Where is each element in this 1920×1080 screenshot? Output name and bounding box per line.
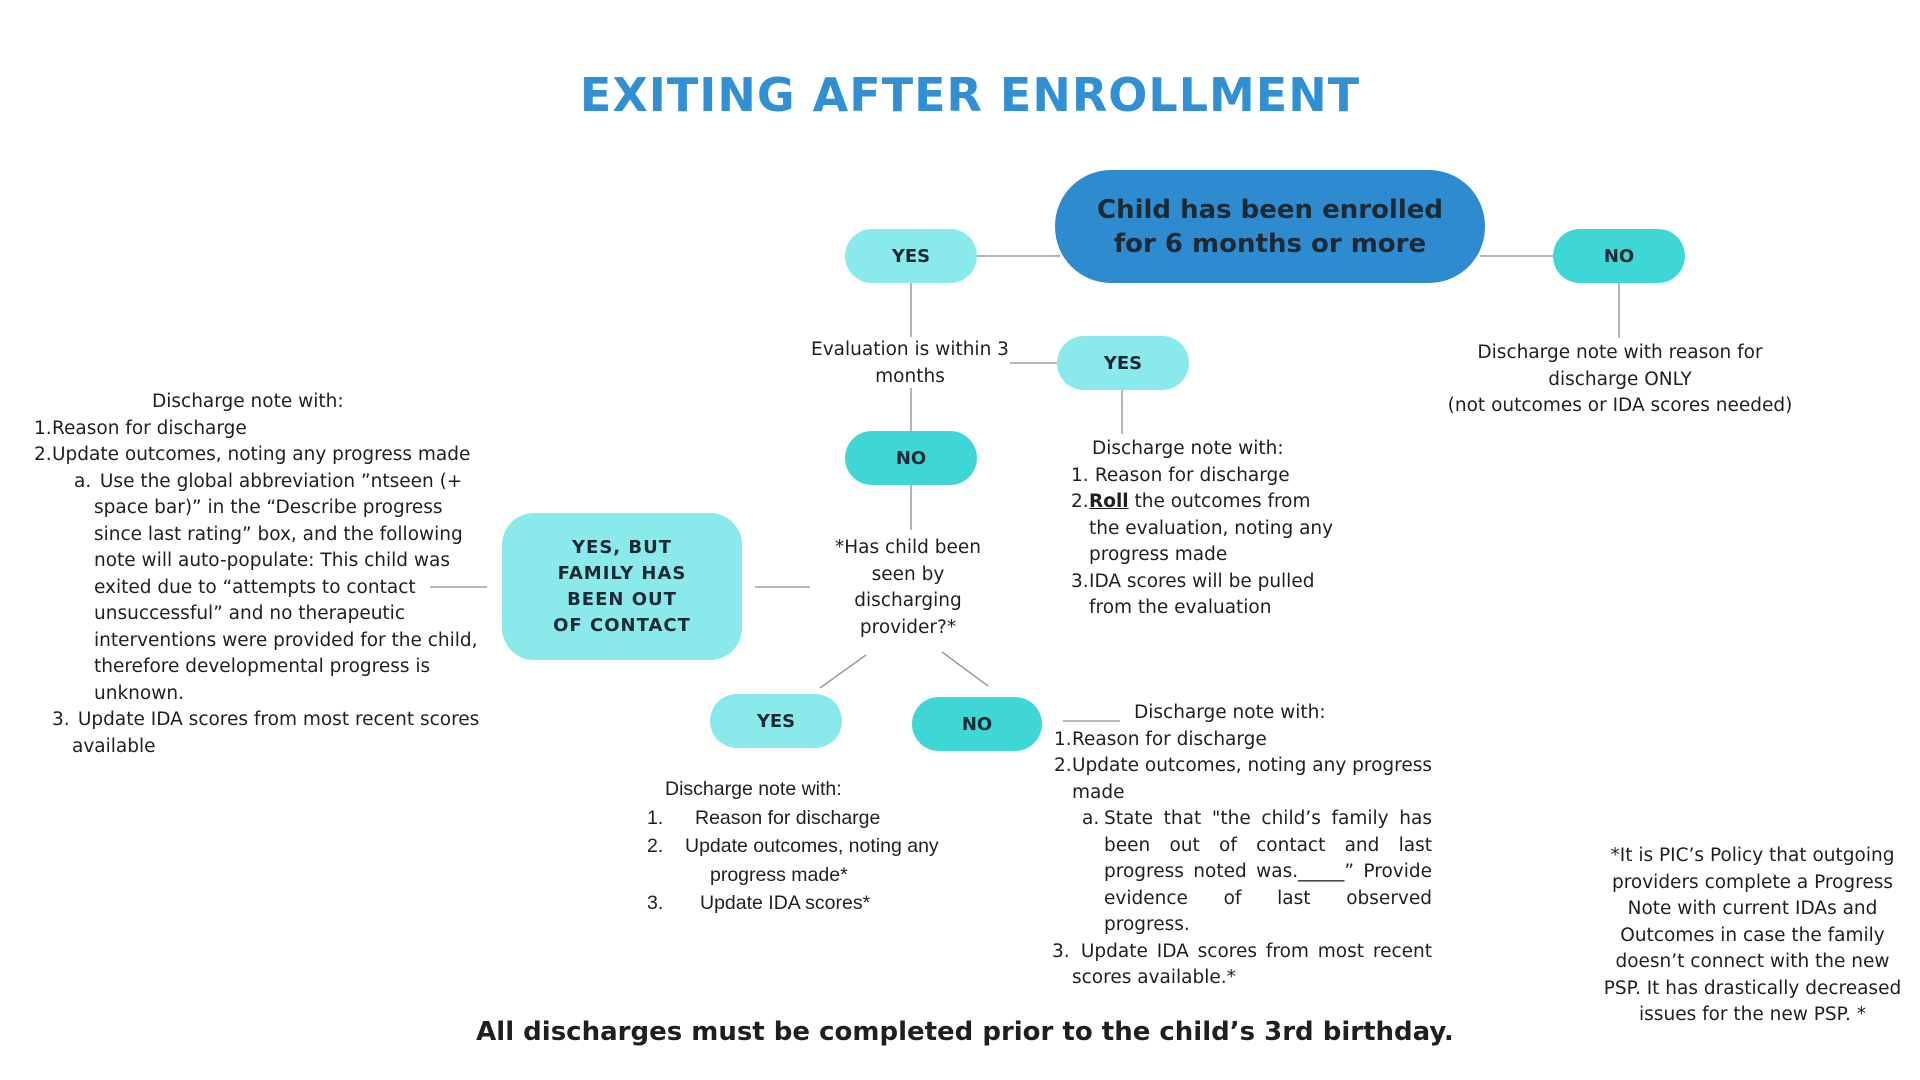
yes-bot-note [635, 775, 939, 918]
no-top-note-line2: discharge ONLY [1548, 368, 1692, 390]
no-top-note-line3: (not outcomes or IDA scores needed) [1447, 395, 1793, 416]
yes-top-node: YES [845, 229, 977, 283]
list-item: 1. Reason for discharge [1054, 728, 1267, 750]
list-item: 3. Update IDA scores from most recent scores available.* [1052, 940, 1432, 988]
yes-mid-note [1067, 436, 1342, 622]
connector-seen-no-bot [942, 652, 988, 686]
enrolled-6-months-node [1055, 170, 1485, 283]
list-item: a. State that "the child’s family has been out of contact and last progress noted was._____” Provide evidence of last observed progress. [1082, 808, 1432, 935]
yes-mid-note-heading: Discharge note with: [1092, 438, 1284, 459]
no-bot-node: NO [912, 697, 1042, 751]
list-item: 3. Update IDA scores from most recent scores available [52, 709, 480, 757]
no-bot-note-heading: Discharge note with: [1134, 702, 1326, 723]
no-top-note-line1: Discharge note with reason for [1477, 342, 1763, 363]
enrolled-6-months-label: Child has been enrolled for 6 months or more [1097, 194, 1443, 259]
list-item: 1. Reason for discharge [34, 417, 247, 439]
list-item: 2. Update outcomes, noting any progress made [34, 444, 471, 465]
no-bot-note [1052, 700, 1432, 992]
list-item: 1. Reason for discharge [647, 806, 881, 829]
no-top-note [1435, 340, 1805, 420]
list-item: 2. Update outcomes, noting any progress made* [647, 835, 939, 886]
connector-seen-yes-bot [820, 655, 866, 688]
family-out-of-contact-label: YES, BUT FAMILY HAS BEEN OUT OF CONTACT [553, 536, 691, 636]
list-item: 2. Roll the outcomes from the evaluation, noting any progress made [1071, 491, 1334, 565]
yes-mid-node: YES [1057, 336, 1189, 390]
footer-note: All discharges must be completed prior to the child’s 3rd birthday. [476, 1017, 1454, 1047]
no-top-node: NO [1553, 229, 1685, 283]
family-note-heading: Discharge note with: [152, 391, 344, 412]
seen-by-provider-question: *Has child been seen by discharging provider?* [834, 537, 982, 638]
list-item: a. Use the global abbreviation ”ntseen (+ space bar)” in the “Describe progress since last rating” box, and the following note will auto-populate: This child was exited due to “attempts to contact unsuccessful” and no therapeutic interventions were provided for the child, therefore developmental progress is unknown. [74, 470, 478, 704]
list-item: 3. Update IDA scores* [647, 892, 871, 914]
list-item: 1. Reason for discharge [1071, 464, 1290, 486]
list-item: 2. Update outcomes, noting any progress made [1054, 755, 1433, 803]
yes-bot-node: YES [710, 694, 842, 748]
list-item: 3. IDA scores will be pulled from the evaluation [1071, 570, 1315, 618]
policy-note: *It is PIC’s Policy that outgoing providers complete a Progress Note with current IDAs and Outcomes in case the family doesn’t connect with the new PSP. It has drastically decreased issues for the new PSP. * [1603, 845, 1902, 1025]
page-title: EXITING AFTER ENROLLMENT [579, 68, 1361, 122]
no-mid-node: NO [845, 431, 977, 485]
family-out-of-contact-node [502, 513, 742, 660]
yes-bot-note-heading: Discharge note with: [665, 778, 842, 800]
family-note [30, 389, 485, 760]
evaluation-question: Evaluation is within 3 months [811, 339, 1009, 387]
